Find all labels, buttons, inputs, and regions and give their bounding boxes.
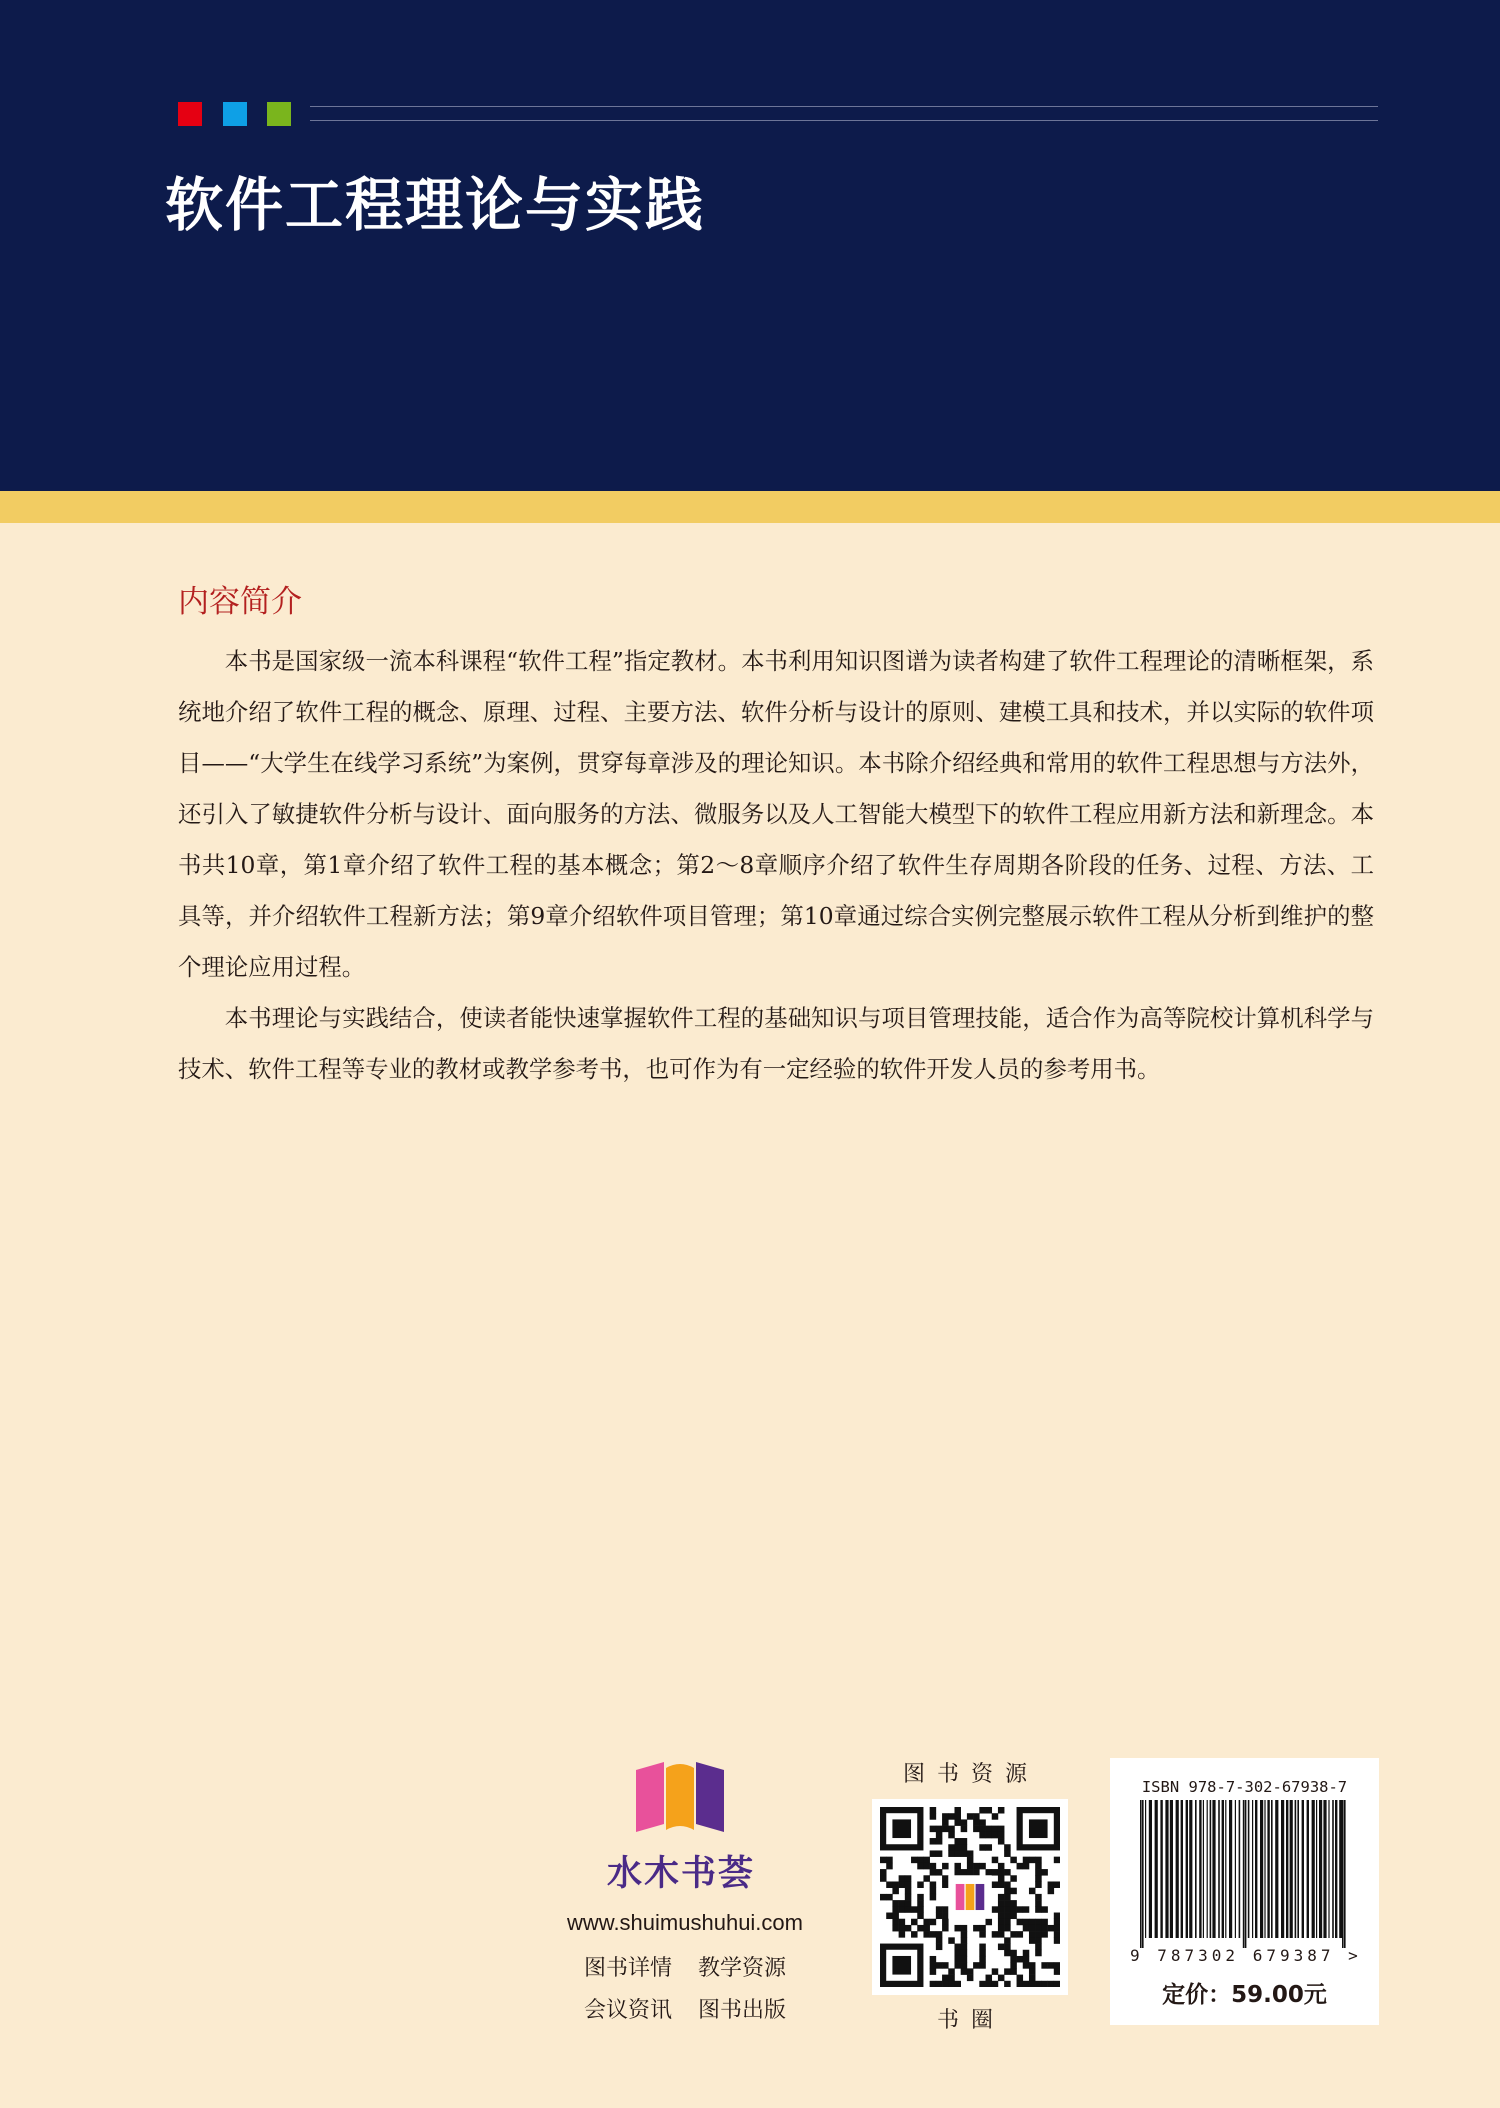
barcode-icon — [1140, 1800, 1350, 1948]
book-logo-icon — [630, 1758, 730, 1836]
cover-top-band — [0, 0, 1500, 491]
header-rule-line — [310, 120, 1378, 121]
isbn-number: ISBN 978-7-302-67938-7 — [1141, 1778, 1348, 1796]
ean-digits: 9 787302 679387 > — [1130, 1946, 1362, 1965]
intro-heading: 内容简介 — [178, 584, 302, 620]
blue-square-decoration — [223, 102, 247, 126]
publisher-url-link[interactable]: www.shuimushuhui.com — [567, 1910, 803, 1935]
teaching-resources-link[interactable]: 教学资源 — [698, 1956, 787, 1981]
price-label: 定价：59.00元 — [1162, 1982, 1327, 2008]
book-title: 软件工程理论与实践 — [165, 171, 706, 239]
qr-bottom-label: 书圈 — [936, 2008, 1005, 2033]
intro-body — [178, 636, 1374, 1095]
qr-top-label: 图书资源 — [902, 1762, 1039, 1787]
isbn-barcode-panel — [1110, 1758, 1379, 2025]
red-square-decoration — [178, 102, 202, 126]
gold-divider-stripe — [0, 491, 1500, 523]
book-details-link[interactable]: 图书详情 — [584, 1956, 673, 1981]
intro-paragraph: 本书是国家级一流本科课程“软件工程”指定教材。本书利用知识图谱为读者构建了软件工程理论的清晰框架，系统地介绍了软件工程的概念、原理、过程、主要方法、软件分析与设计的原则、建模工具和技术，并以实际的软件项目——“大学生在线学习系统”为案例，贯穿每章涉及的理论知识。本书除介绍经典和常用的软件工程思想与方法外，还引入了敏捷软件分析与设计、面向服务的方法、微服务以及人工智能大模型下的软件工程应用新方法和新理念。本书共10章，第1章介绍了软件工程的基本概念；第2～8章顺序介绍了软件生存周期各阶段的任务、过程、方法、工具等，并介绍软件工程新方法；第9章介绍软件项目管理；第10章通过综合实例完整展示软件工程从分析到维护的整个理论应用过程。 — [178, 647, 1374, 981]
book-publishing-link[interactable]: 图书出版 — [698, 1998, 787, 2023]
publisher-name: 水木书荟 — [606, 1853, 755, 1894]
green-square-decoration — [267, 102, 291, 126]
qr-code-icon[interactable] — [872, 1799, 1068, 1995]
intro-paragraph: 本书理论与实践结合，使读者能快速掌握软件工程的基础知识与项目管理技能，适合作为高等院校计算机科学与技术、软件工程等专业的教材或教学参考书，也可作为有一定经验的软件开发人员的参考用书。 — [178, 1004, 1374, 1083]
header-rule-line — [310, 106, 1378, 107]
conference-news-link[interactable]: 会议资讯 — [584, 1998, 673, 2023]
